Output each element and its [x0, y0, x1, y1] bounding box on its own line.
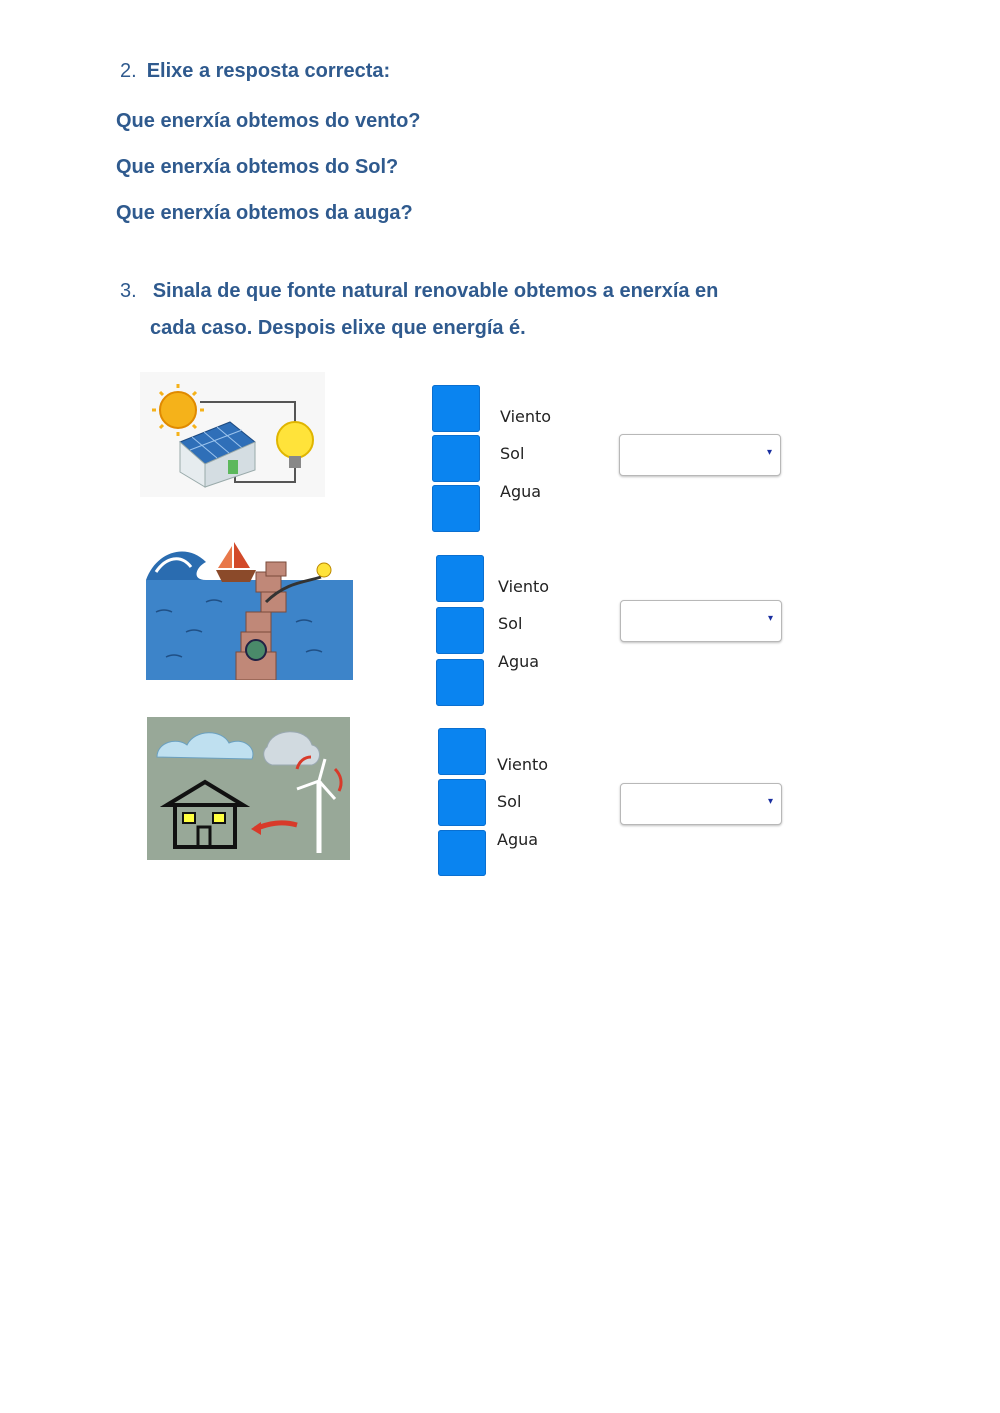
chevron-down-icon: ▾ — [767, 796, 773, 807]
question-water: Que enerxía obtemos da auga? — [116, 202, 413, 224]
wind-turbine-illustration — [147, 717, 350, 860]
option-box-water[interactable] — [436, 659, 484, 706]
question-wind: Que enerxía obtemos do vento? — [116, 110, 421, 132]
option-label-wind: Viento — [497, 755, 549, 774]
energy-select-3[interactable] — [620, 783, 782, 825]
option-label-sun: Sol — [500, 444, 525, 463]
option-label-water: Agua — [497, 830, 539, 849]
energy-select-2[interactable] — [620, 600, 782, 642]
chevron-down-icon: ▾ — [766, 447, 772, 458]
option-label-water: Agua — [498, 652, 540, 671]
option-box-water[interactable] — [438, 830, 486, 876]
chevron-down-icon: ▾ — [767, 613, 773, 624]
option-box-wind[interactable] — [432, 385, 480, 432]
option-box-sun[interactable] — [436, 607, 484, 654]
option-label-sun: Sol — [498, 614, 523, 633]
option-box-sun[interactable] — [432, 435, 480, 482]
option-boxes-1 — [432, 385, 482, 533]
question-2-heading — [120, 60, 390, 83]
option-label-wind: Viento — [500, 407, 552, 426]
option-label-sun: Sol — [497, 792, 522, 811]
solar-house-illustration — [140, 372, 325, 497]
question-2-title: Elixe a resposta correcta: — [146, 60, 391, 82]
hydro-dam-illustration — [146, 532, 353, 680]
option-box-wind[interactable] — [438, 728, 486, 775]
question-2-number: 2. — [120, 60, 137, 82]
question-sun: Que enerxía obtemos do Sol? — [116, 156, 399, 178]
question-3-number: 3. — [120, 280, 137, 302]
option-boxes-2 — [436, 555, 486, 707]
energy-select-1[interactable] — [619, 434, 781, 476]
option-boxes-3 — [438, 728, 488, 878]
option-label-wind: Viento — [498, 577, 550, 596]
option-box-wind[interactable] — [436, 555, 484, 602]
option-box-water[interactable] — [432, 485, 480, 532]
option-box-sun[interactable] — [438, 779, 486, 826]
question-3-line2: cada caso. Despois elixe que energía é. — [150, 317, 526, 339]
question-3-line1: Sinala de que fonte natural renovable obtemos a enerxía en — [152, 280, 719, 302]
question-3-heading — [120, 280, 718, 303]
option-label-water: Agua — [500, 482, 542, 501]
